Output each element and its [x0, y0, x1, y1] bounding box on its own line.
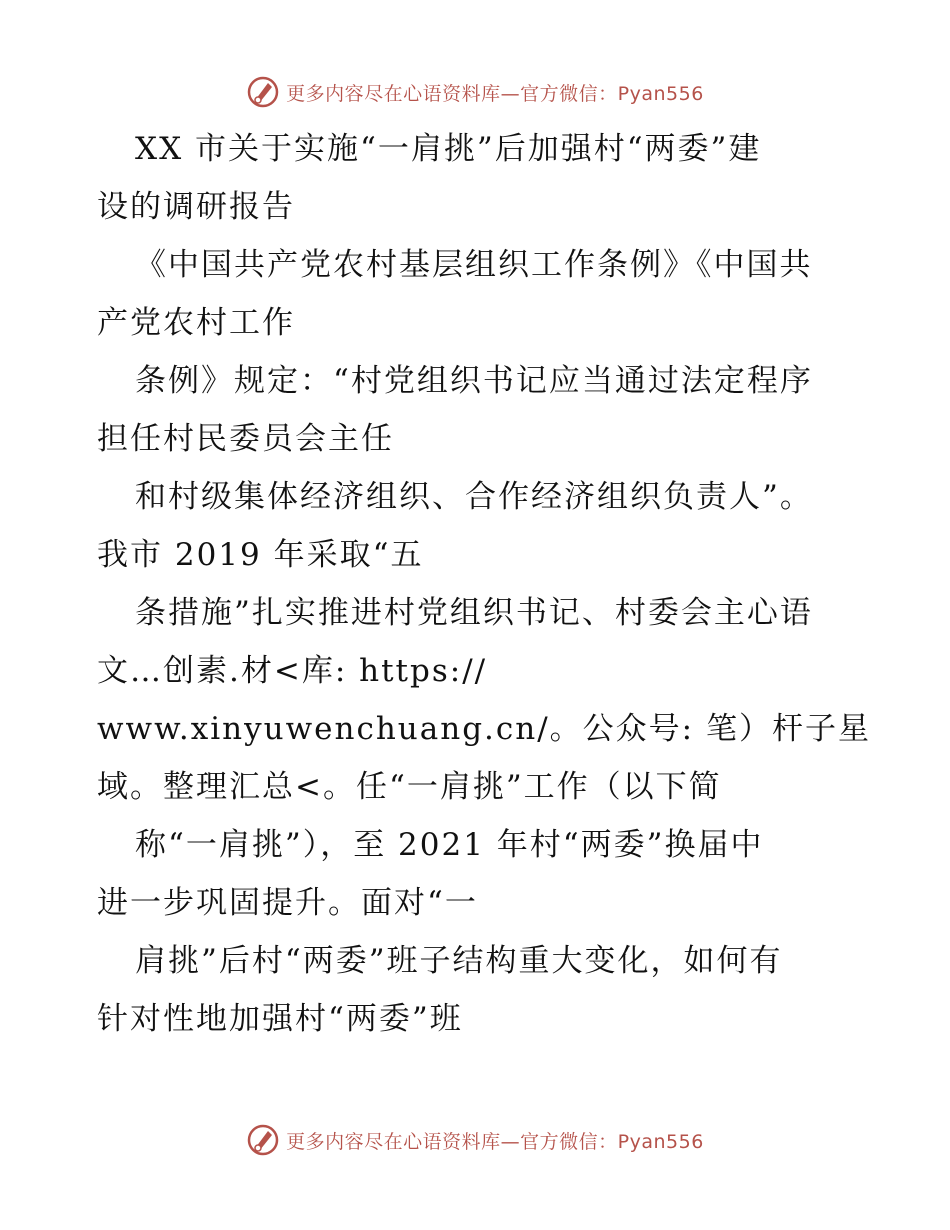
paragraph-line: 条例》规定：“村党组织书记应当通过法定程序	[135, 363, 813, 399]
paragraph-line: 域。整理汇总<。任“一肩挑”工作（以下简	[97, 769, 722, 805]
header-banner	[0, 72, 950, 112]
paragraph-line: 文…创素.材<库: https://	[97, 653, 488, 689]
document-title-line-2: 设的调研报告	[97, 189, 295, 225]
paragraph-line: www.xinyuwenchuang.cn/。公众号: 笔）杆子星	[97, 711, 871, 747]
paragraph-line: 条措施”扎实推进村党组织书记、村委会主心语	[135, 595, 813, 631]
paragraph-line: 担任村民委员会主任	[97, 421, 394, 457]
pen-nib-logo-icon	[246, 1123, 280, 1157]
document-body	[97, 120, 871, 1048]
paragraph-line: 和村级集体经济组织、合作经济组织负责人”。	[135, 479, 813, 515]
footer-banner-text: 更多内容尽在心语资料库—官方微信：Pyan556	[286, 1130, 704, 1153]
header-banner-text: 更多内容尽在心语资料库—官方微信：Pyan556	[286, 82, 704, 105]
footer-banner	[0, 1120, 950, 1160]
paragraph-line: 《中国共产党农村基层组织工作条例》《中国共	[135, 247, 813, 283]
paragraph-line: 产党农村工作	[97, 305, 295, 341]
paragraph-line: 进一步巩固提升。面对“一	[97, 885, 478, 921]
document-title-line-1: XX 市关于实施“一肩挑”后加强村“两委”建	[135, 131, 762, 167]
pen-nib-logo-icon	[246, 75, 280, 109]
paragraph-line: 肩挑”后村“两委”班子结构重大变化，如何有	[135, 943, 783, 979]
paragraph-line: 我市 2019 年采取“五	[97, 537, 424, 573]
paragraph-line: 称“一肩挑”），至 2021 年村“两委”换届中	[135, 827, 764, 863]
paragraph-line: 针对性地加强村“两委”班	[97, 1001, 463, 1037]
